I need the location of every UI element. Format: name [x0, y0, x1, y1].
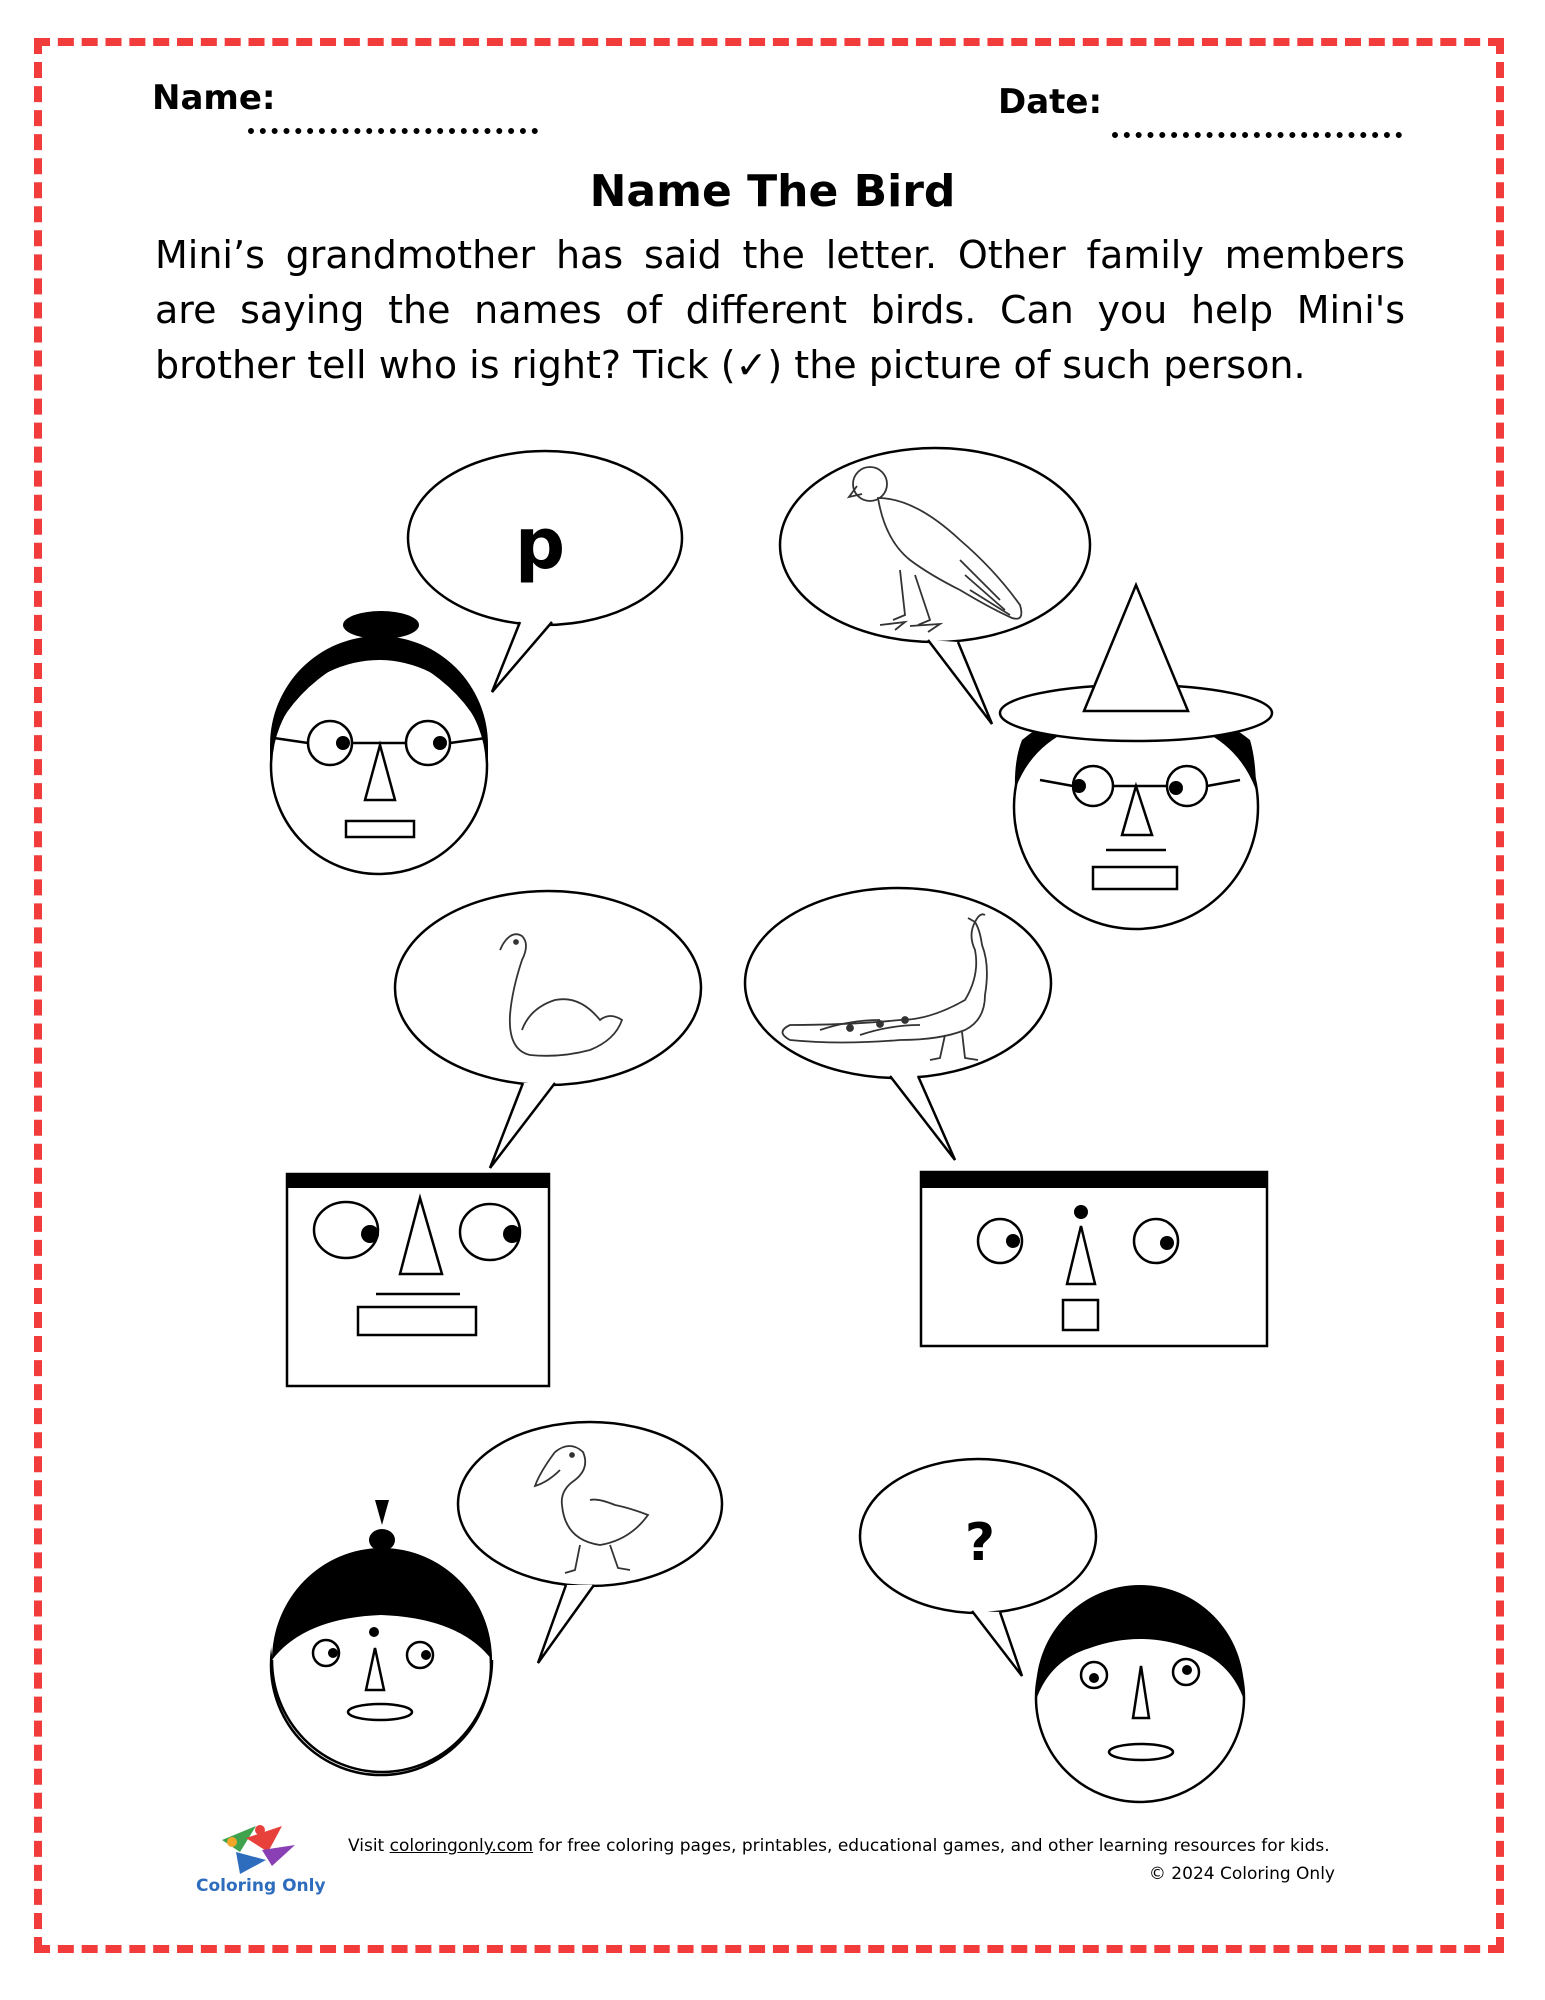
coloringonly-link[interactable]: coloringonly.com [389, 1836, 534, 1856]
hat-person-figure[interactable] [780, 448, 1272, 929]
footer-visit-prefix: Visit [348, 1836, 385, 1856]
coloring-only-logo-icon[interactable] [222, 1825, 295, 1874]
grandmother-figure[interactable] [270, 451, 682, 874]
page-title: Name The Bird [589, 166, 956, 217]
bun-girl-figure[interactable] [271, 1422, 722, 1775]
left-square-face-figure[interactable] [287, 891, 701, 1386]
footer-visit-suffix: for free coloring pages, printables, educational games, and other learning resources for kids. [538, 1836, 1330, 1856]
boy-figure[interactable] [860, 1459, 1244, 1802]
right-rectangle-face-figure[interactable] [745, 888, 1267, 1346]
footer-visit-text [348, 1836, 1330, 1856]
logo-text[interactable]: Coloring Only [196, 1876, 326, 1896]
copyright-text: © 2024 Coloring Only [1148, 1864, 1335, 1884]
question-mark: ? [964, 1513, 996, 1573]
instructions-text: Mini’s grandmother has said the letter. Other family members are saying the names of different birds. Can you help Mini's brother tell who is right? Tick (✓) the picture of such person. [155, 233, 1405, 387]
letter-p: p [514, 503, 566, 585]
date-label: Date: [998, 82, 1103, 122]
name-label: Name: [152, 78, 276, 118]
